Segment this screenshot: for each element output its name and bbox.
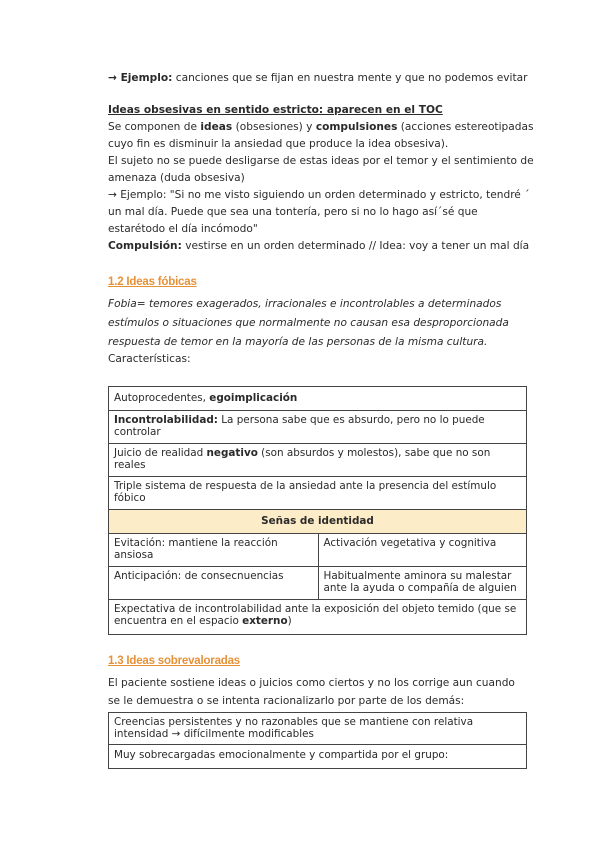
example-line: → Ejemplo: canciones que se fijan en nuestra mente y que no podemos evitar [108,72,528,84]
paragraph-line: cuyo fin es disminuir la ansiedad que produce la idea obsesiva). [108,138,449,150]
paragraph-line: estímulos o situaciones que normalmente no causan esa desproporcionada [108,317,509,329]
paragraph-line: Características: [108,353,191,365]
table-row: Expectativa de incontrolabilidad ante la exposición del objeto temido (que se encuentra en el espacio externo) [114,603,517,627]
table-row: Evitación: mantiene la reacción ansiosa Activación vegetativa y cognitiva [109,534,526,567]
paragraph-line: amenaza (duda obsesiva) [108,172,245,184]
table-row: Incontrolabilidad: La persona sabe que es absurdo, pero no lo puede controlar [109,411,526,444]
table-row: Juicio de realidad negativo (son absurdos y molestos), sabe que no son reales [109,444,526,477]
phobic-characteristics-table [108,386,527,635]
overvalued-ideas-table [108,712,527,769]
paragraph-line: Fobia= temores exagerados, irracionales e incontrolables a determinados [108,298,502,310]
section-heading-phobic-ideas: 1.2 Ideas fóbicas [108,276,197,288]
paragraph-line: estarétodo el día incómodo" [108,223,258,235]
table-row: Autoprocedentes, egoimplicación [109,387,526,411]
section-heading-overvalued-ideas: 1.3 Ideas sobrevaloradas [108,655,240,667]
table-row: Triple sistema de respuesta de la ansiedad ante la presencia del estímulo fóbico [109,477,526,510]
table-row: Muy sobrecargadas emocionalmente y compartida por el grupo: [114,749,449,761]
paragraph-line: → Ejemplo: "Si no me visto siguiendo un orden determinado y estricto, tendré ´ [108,189,530,201]
table-row: Anticipación: de consecnuencias Habitualmente aminora su malestar ante la ayuda o compañía de alguien [109,567,526,600]
table-row: Creencias persistentes y no razonables que se mantiene con relativa intensidad → difícilmente modificables [109,713,526,745]
paragraph-line: un mal día. Puede que sea una tontería, pero si no lo hago así´sé que [108,206,478,218]
table-header-row: Señas de identidad [109,510,526,534]
compulsion-line: Compulsión: vestirse en un orden determinado // Idea: voy a tener un mal día [108,240,530,252]
paragraph-line: respuesta de temor en la mayoría de las personas de la misma cultura. [108,336,488,348]
obsessive-ideas-title: Ideas obsesivas en sentido estricto: aparecen en el TOC [108,104,443,116]
paragraph-line: El paciente sostiene ideas o juicios como ciertos y no los corrige aun cuando [108,677,515,689]
paragraph-line: El sujeto no se puede desligarse de estas ideas por el temor y el sentimiento de [108,155,534,167]
paragraph-line: se le demuestra o se intenta racionalizarlo por parte de los demás: [108,695,465,707]
paragraph-line: Se componen de ideas (obsesiones) y compulsiones (acciones estereotipadas [108,121,534,133]
